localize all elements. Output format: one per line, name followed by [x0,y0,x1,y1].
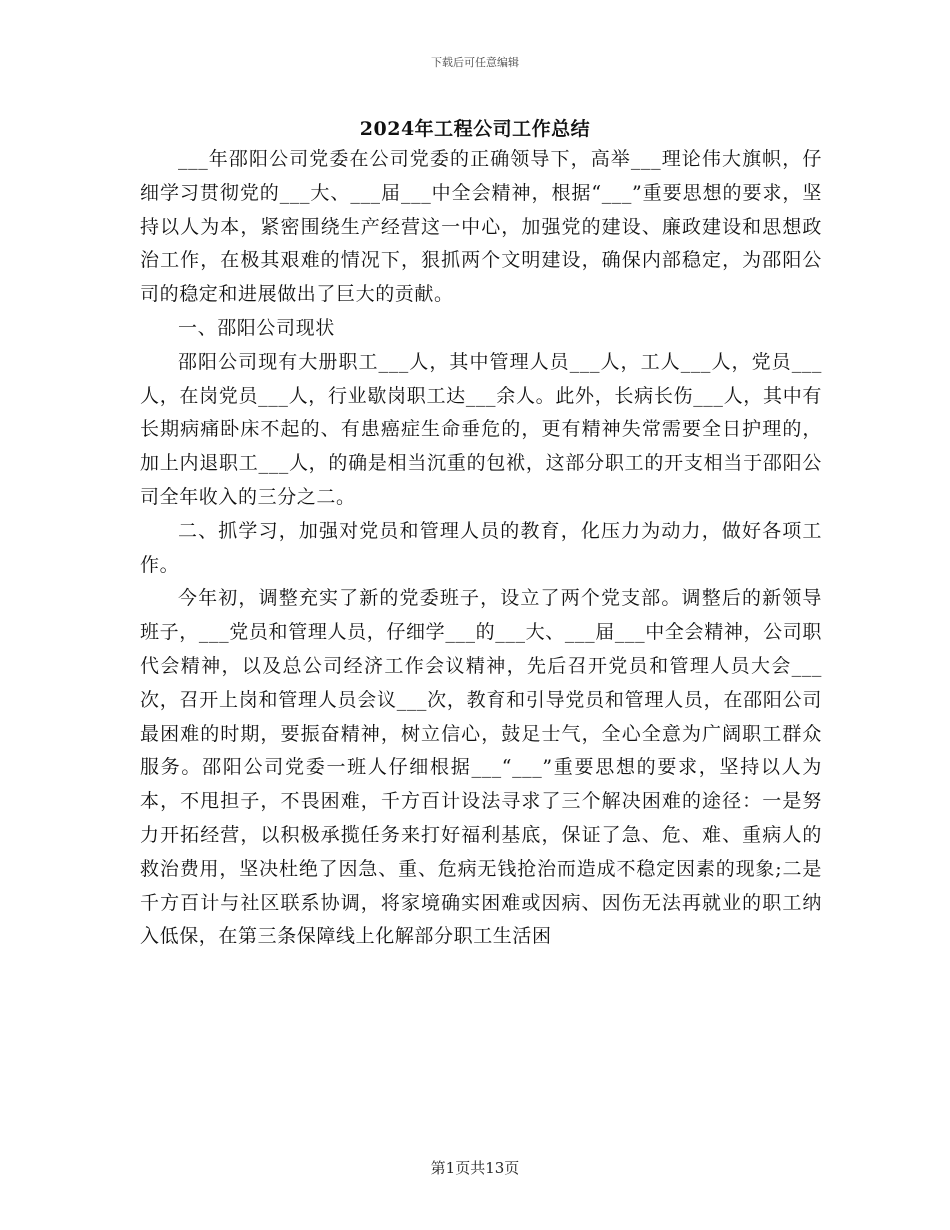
section-heading-2: 二、抓学习，加强对党员和管理人员的教育，化压力为动力，做好各项工作。 [140,519,822,576]
header-note: 下载后可任意编辑 [431,56,519,69]
section-heading-1: 一、邵阳公司现状 [178,316,335,339]
document-body [140,143,822,954]
paragraph-section-1: 邵阳公司现有大册职工___人，其中管理人员___人，工人___人，党员___人，在岗党员___人，行业歇岗职工达___余人。此外，长病长伤___人，其中有长期病痛卧床不起的、有患癌症生命垂危的，更有精神失常需要全日护理的，加上内退职工___人，的确是相当沉重的包袱，这部分职工的开支相当于邵阳公司全年收入的三分之二。 [140,350,822,508]
document-title: 2024年工程公司工作总结 [359,118,591,140]
page-number-footer: 第1页共13页 [430,1159,520,1177]
paragraph-intro: ___年邵阳公司党委在公司党委的正确领导下，高举___理论伟大旗帜，仔细学习贯彻党的___大、___届___中全会精神，根据“___”重要思想的要求，坚持以人为本，紧密围绕生产经营这一中心，加强党的建设、廉政建设和思想政治工作，在极其艰难的情况下，狠抓两个文明建设，确保内部稳定，为邵阳公司的稳定和进展做出了巨大的贡献。 [140,148,822,306]
paragraph-section-2: 今年初，调整充实了新的党委班子，设立了两个党支部。调整后的新领导班子，___党员和管理人员，仔细学___的___大、___届___中全会精神，公司职代会精神，以及总公司经济工作会议精神，先后召开党员和管理人员大会___次，召开上岗和管理人员会议___次，教育和引导党员和管理人员，在邵阳公司最困难的时期，要振奋精神，树立信心，鼓足士气，全心全意为广阔职工群众服务。邵阳公司党委一班人仔细根据___“___”重要思想的要求，坚持以人为本，不甩担子，不畏困难，千方百计设法寻求了三个解决困难的途径：一是努力开拓经营，以积极承揽任务来打好福利基底，保证了急、危、难、重病人的救治费用，坚决杜绝了因急、重、危病无钱抢治而造成不稳定因素的现象;二是千方百计与社区联系协调，将家境确实困难或因病、因伤无法再就业的职工纳入低保，在第三条保障线上化解部分职工生活困 [140,587,822,948]
